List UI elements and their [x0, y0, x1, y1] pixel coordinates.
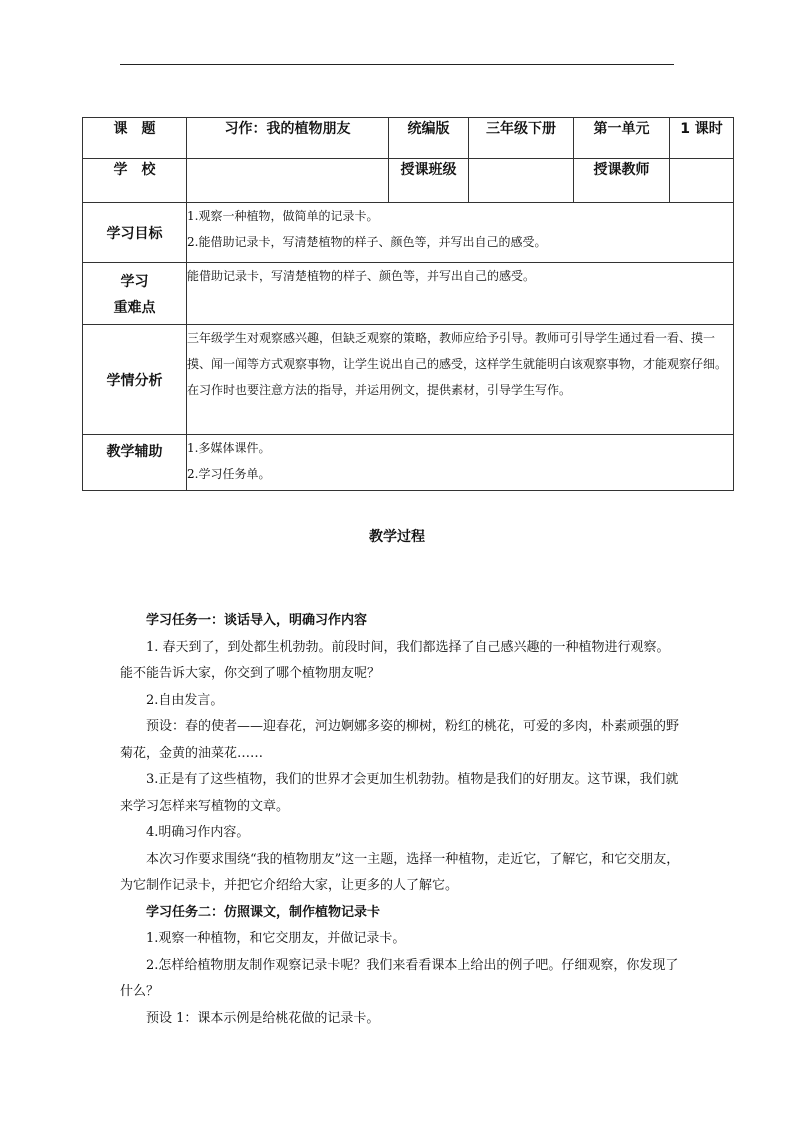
- paragraph: 预设：春的使者——迎春花，河边婀娜多姿的柳树，粉红的桃花，可爱的多肉，朴素顽强的野菊花，金黄的油菜花……: [120, 719, 680, 761]
- keypoints-label: [83, 263, 187, 325]
- table-row-analysis: [83, 325, 734, 435]
- paragraph: 2.怎样给植物朋友制作观察记录卡呢？我们来看看课本上给出的例子吧。仔细观察，你发现了什么？: [120, 957, 679, 999]
- aids-label: 教学辅助: [83, 435, 187, 491]
- topic-label: 课 题: [83, 118, 187, 159]
- task-heading: 学习任务一：谈话导入，明确习作内容: [146, 613, 368, 628]
- table-row-goals: [83, 203, 734, 263]
- aids-content: [187, 435, 734, 491]
- topic-title: 习作：我的植物朋友: [187, 118, 389, 159]
- table-row-aids: [83, 435, 734, 491]
- keypoints-label-line2: 重难点: [113, 300, 156, 316]
- paragraph: 本次习作要求围绕“我的植物朋友”这一主题，选择一种植物，走近它，了解它，和它交朋友，为它制作记录卡，并把它介绍给大家，让更多的人了解它。: [120, 851, 680, 893]
- keypoints-text: 能借助记录卡，写清楚植物的样子、颜色等，并写出自己的感受。: [187, 263, 734, 325]
- aid-item: 1.多媒体课件。: [187, 441, 271, 455]
- table-row-keypoints: [83, 263, 734, 325]
- aid-item: 2.学习任务单。: [187, 467, 271, 481]
- hours-cell: 1 课时: [670, 118, 734, 159]
- table-row-topic: [83, 118, 734, 159]
- paragraph: 3.正是有了这些植物，我们的世界才会更加生机勃勃。植物是我们的好朋友。这节课，我们就来学习怎样来写植物的文章。: [120, 772, 679, 814]
- analysis-text: 三年级学生对观察感兴趣，但缺乏观察的策略，教师应给予引导。教师可引导学生通过看一看、摸一摸、闻一闻等方式观察事物，让学生说出自己的感受，这样学生就能明白该观察事物，才能观察仔细。在习作时也要注意方法的指导，并运用例文，提供素材，引导学生写作。: [187, 325, 734, 435]
- paragraph: 4.明确习作内容。: [146, 825, 250, 840]
- class-label: 授课班级: [389, 159, 469, 203]
- unit-cell: 第一单元: [574, 118, 670, 159]
- analysis-label: 学情分析: [83, 325, 187, 435]
- school-label: 学 校: [83, 159, 187, 203]
- keypoints-label-line1: 学习: [120, 274, 149, 290]
- goal-item: 2.能借助记录卡，写清楚植物的样子、颜色等，并写出自己的感受。: [187, 235, 547, 249]
- paragraph: 1. 春天到了，到处都生机勃勃。前段时间，我们都选择了自己感兴趣的一种植物进行观察。能不能告诉大家，你交到了哪个植物朋友呢？: [120, 639, 670, 681]
- task-heading: 学习任务二：仿照课文，制作植物记录卡: [146, 904, 381, 920]
- paragraph: 1.观察一种植物，和它交朋友，并做记录卡。: [146, 931, 406, 946]
- school-value: [187, 159, 389, 203]
- teacher-label: 授课教师: [574, 159, 670, 203]
- teacher-value: [670, 159, 734, 203]
- table-row-school: [83, 159, 734, 203]
- process-title: 教学过程: [369, 529, 425, 545]
- grade-cell: 三年级下册: [469, 118, 574, 159]
- paragraph: 2.自由发言。: [146, 692, 224, 708]
- goals-content: [187, 203, 734, 263]
- process-body: [120, 608, 680, 1032]
- goals-label: 学习目标: [83, 203, 187, 263]
- class-value: [469, 159, 574, 203]
- header-rule: [120, 64, 674, 65]
- lesson-info-table: [82, 117, 734, 491]
- edition-cell: 统编版: [389, 118, 469, 159]
- paragraph: 预设 1：课本示例是给桃花做的记录卡。: [146, 1010, 380, 1026]
- goal-item: 1.观察一种植物，做简单的记录卡。: [187, 209, 379, 223]
